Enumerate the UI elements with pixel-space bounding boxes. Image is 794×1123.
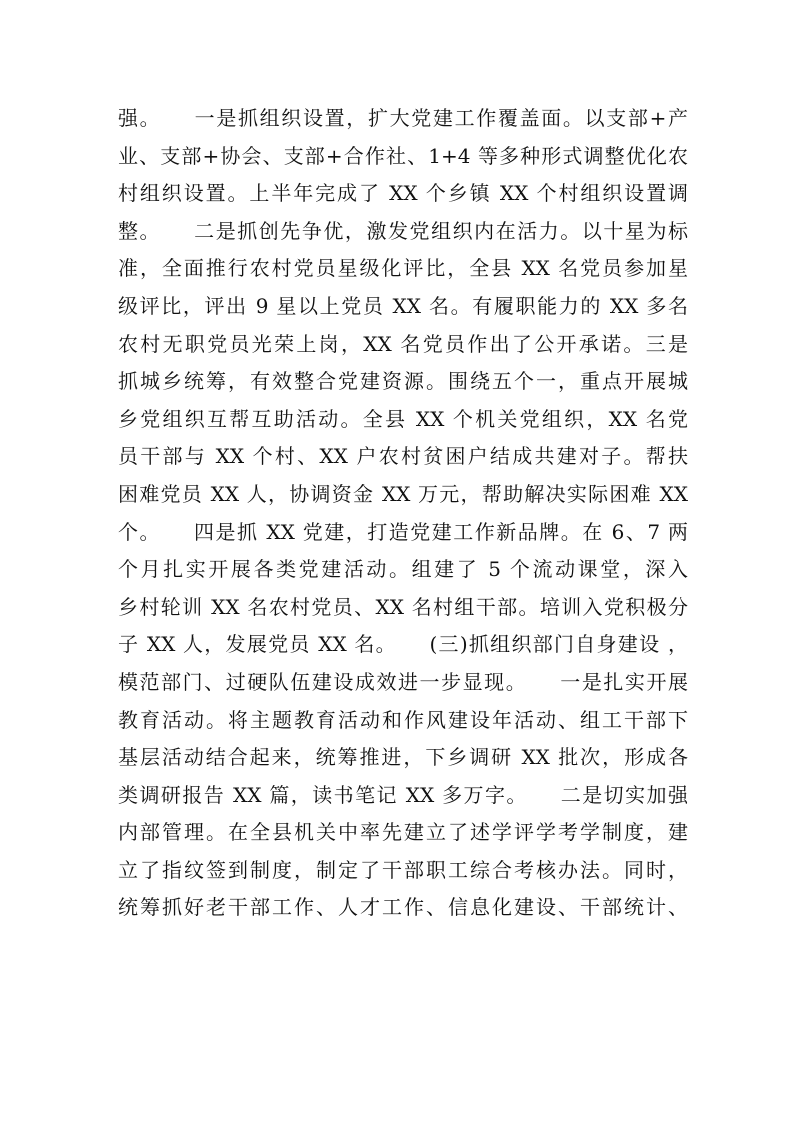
- text-line-14: 乡村轮训 XX 名农村党员、XX 名村组干部。培训入党积极分: [118, 594, 688, 619]
- text-line-18: 基层活动结合起来，统筹推进，下乡调研 XX 批次，形成各: [118, 745, 688, 770]
- text-line-19: 类调研报告 XX 篇，读书笔记 XX 多万字。 二是切实加强: [118, 782, 688, 807]
- text-line-8: 抓城乡统筹，有效整合党建资源。围绕五个一，重点开展城: [118, 369, 688, 394]
- text-line-20: 内部管理。在全县机关中率先建立了述学评学考学制度，建: [118, 820, 688, 845]
- text-line-22: 统筹抓好老干部工作、人才工作、信息化建设、干部统计、: [118, 895, 688, 920]
- text-line-10: 员干部与 XX 个村、XX 户农村贫困户结成共建对子。帮扶: [118, 444, 688, 469]
- text-line-2: 业、支部+协会、支部+合作社、1+4 等多种形式调整优化农: [118, 143, 688, 168]
- text-line-12: 个。 四是抓 XX 党建，打造党建工作新品牌。在 6、7 两: [118, 519, 688, 544]
- body-text: [118, 100, 688, 927]
- text-line-16: 模范部门、过硬队伍建设成效进一步显现。 一是扎实开展: [118, 669, 688, 694]
- text-line-21: 立了指纹签到制度，制定了干部职工综合考核办法。同时，: [118, 857, 688, 882]
- text-line-6: 级评比，评出 9 星以上党员 XX 名。有履职能力的 XX 多名: [118, 293, 688, 318]
- text-line-17: 教育活动。将主题教育活动和作风建设年活动、组工干部下: [118, 707, 688, 732]
- text-line-7: 农村无职党员光荣上岗，XX 名党员作出了公开承诺。三是: [118, 331, 688, 356]
- text-line-15: 子 XX 人，发展党员 XX 名。 (三)抓组织部门自身建设 ，: [118, 632, 688, 657]
- text-line-1: 强。 一是抓组织设置，扩大党建工作覆盖面。以支部+产: [118, 106, 688, 130]
- text-line-9: 乡党组织互帮互助活动。全县 XX 个机关党组织，XX 名党: [118, 406, 688, 431]
- text-line-5: 准，全面推行农村党员星级化评比，全县 XX 名党员参加星: [118, 256, 688, 281]
- text-line-3: 村组织设置。上半年完成了 XX 个乡镇 XX 个村组织设置调: [118, 181, 688, 206]
- text-line-4: 整。 二是抓创先争优，激发党组织内在活力。以十星为标: [118, 218, 688, 243]
- text-line-11: 困难党员 XX 人，协调资金 XX 万元，帮助解决实际困难 XX: [118, 481, 688, 506]
- text-line-13: 个月扎实开展各类党建活动。组建了 5 个流动课堂，深入: [118, 557, 688, 582]
